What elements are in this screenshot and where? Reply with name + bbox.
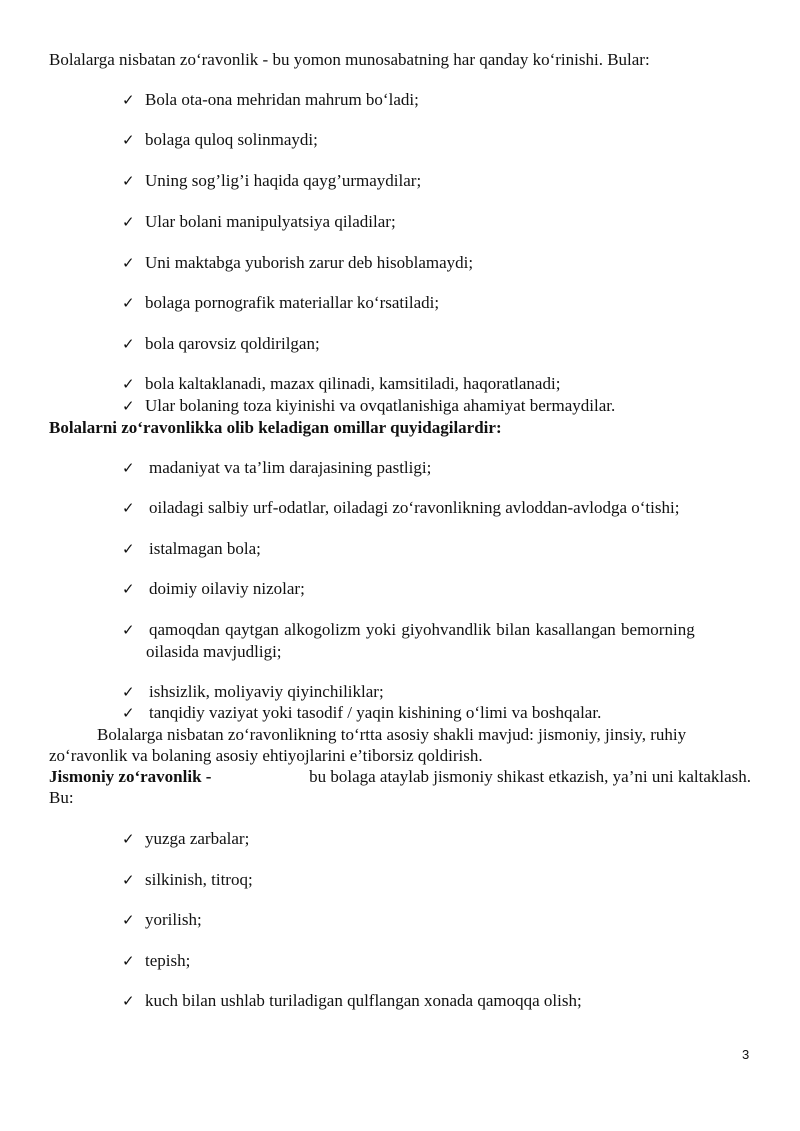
checkmark-icon: ✓ <box>122 992 135 1010</box>
checkmark-icon: ✓ <box>122 294 135 312</box>
list-item: Ular bolaning toza kiyinishi va ovqatlanishiga ahamiyat bermaydilar. <box>145 396 616 415</box>
list-item: oiladagi salbiy urf-odatlar, oiladagi zo‘ravonlikning avloddan-avlodga o‘tishi; <box>149 498 680 517</box>
list-item: Ular bolani manipulyatsiya qiladilar; <box>145 212 396 231</box>
page-number: 3 <box>742 1047 750 1062</box>
paragraph-line <box>49 767 751 787</box>
checkmark-icon: ✓ <box>122 254 135 272</box>
paragraph-line: zo‘ravonlik va bolaning asosiy ehtiyojlarini e’tiborsiz qoldirish. <box>49 746 483 765</box>
list-item: madaniyat va ta’lim darajasining pastligi; <box>149 458 432 477</box>
list-item: qamoqdan qaytgan alkogolizm yoki giyohvandlik bilan kasallangan bemorning <box>149 620 695 639</box>
list-item: bolaga quloq solinmaydi; <box>145 130 318 149</box>
term-definition: bu bolaga ataylab jismoniy shikast etkazish, ya’ni uni kaltaklash. <box>309 767 751 786</box>
checkmark-icon: ✓ <box>122 580 135 598</box>
list-item: istalmagan bola; <box>149 539 261 558</box>
intro-text: Bolalarga nisbatan zo‘ravonlik - bu yomon munosabatning har qanday ko‘rinishi. Bular: <box>49 50 650 69</box>
list-item: doimiy oilaviy nizolar; <box>149 579 305 598</box>
checkmark-icon: ✓ <box>122 172 135 190</box>
list-item: silkinish, titroq; <box>145 870 253 889</box>
list-item: bola kaltaklanadi, mazax qilinadi, kamsitiladi, haqoratlanadi; <box>145 374 561 393</box>
list-item: ishsizlik, moliyaviy qiyinchiliklar; <box>149 682 384 701</box>
checkmark-icon: ✓ <box>122 131 135 149</box>
checkmark-icon: ✓ <box>122 375 135 393</box>
checkmark-icon: ✓ <box>122 952 135 970</box>
checkmark-icon: ✓ <box>122 540 135 558</box>
list-item: bolaga pornografik materiallar ko‘rsatiladi; <box>145 293 440 312</box>
section-heading: Bolalarni zo‘ravonlikka olib keladigan omillar quyidagilardir: <box>49 418 502 437</box>
checkmark-icon: ✓ <box>122 683 135 701</box>
checkmark-icon: ✓ <box>122 704 135 722</box>
list-item: bola qarovsiz qoldirilgan; <box>145 334 320 353</box>
paragraph-line: Bu: <box>49 788 74 807</box>
checkmark-icon: ✓ <box>122 621 135 639</box>
list-item: Uning sog’lig’i haqida qayg’urmaydilar; <box>145 171 422 190</box>
list-item: yuzga zarbalar; <box>145 829 250 848</box>
checkmark-icon: ✓ <box>122 397 135 415</box>
checkmark-icon: ✓ <box>122 871 135 889</box>
checkmark-icon: ✓ <box>122 91 135 109</box>
checkmark-icon: ✓ <box>122 335 135 353</box>
list-item: tanqidiy vaziyat yoki tasodif / yaqin kishining o‘limi va boshqalar. <box>149 703 602 722</box>
list-item-continuation: oilasida mavjudligi; <box>146 642 282 661</box>
checkmark-icon: ✓ <box>122 499 135 517</box>
checkmark-icon: ✓ <box>122 911 135 929</box>
checkmark-icon: ✓ <box>122 459 135 477</box>
list-item: yorilish; <box>145 910 202 929</box>
list-item: kuch bilan ushlab turiladigan qulflangan xonada qamoqqa olish; <box>145 991 582 1010</box>
paragraph-line: Bolalarga nisbatan zo‘ravonlikning to‘rtta asosiy shakli mavjud: jismoniy, jinsiy, ruhiy <box>97 725 687 744</box>
list-item: Bola ota-ona mehridan mahrum bo‘ladi; <box>145 90 419 109</box>
list-item: Uni maktabga yuborish zarur deb hisoblamaydi; <box>145 253 474 272</box>
checkmark-icon: ✓ <box>122 213 135 231</box>
checkmark-icon: ✓ <box>122 830 135 848</box>
term-bold: Jismoniy zo‘ravonlik - <box>49 767 212 786</box>
list-item: tepish; <box>145 951 191 970</box>
